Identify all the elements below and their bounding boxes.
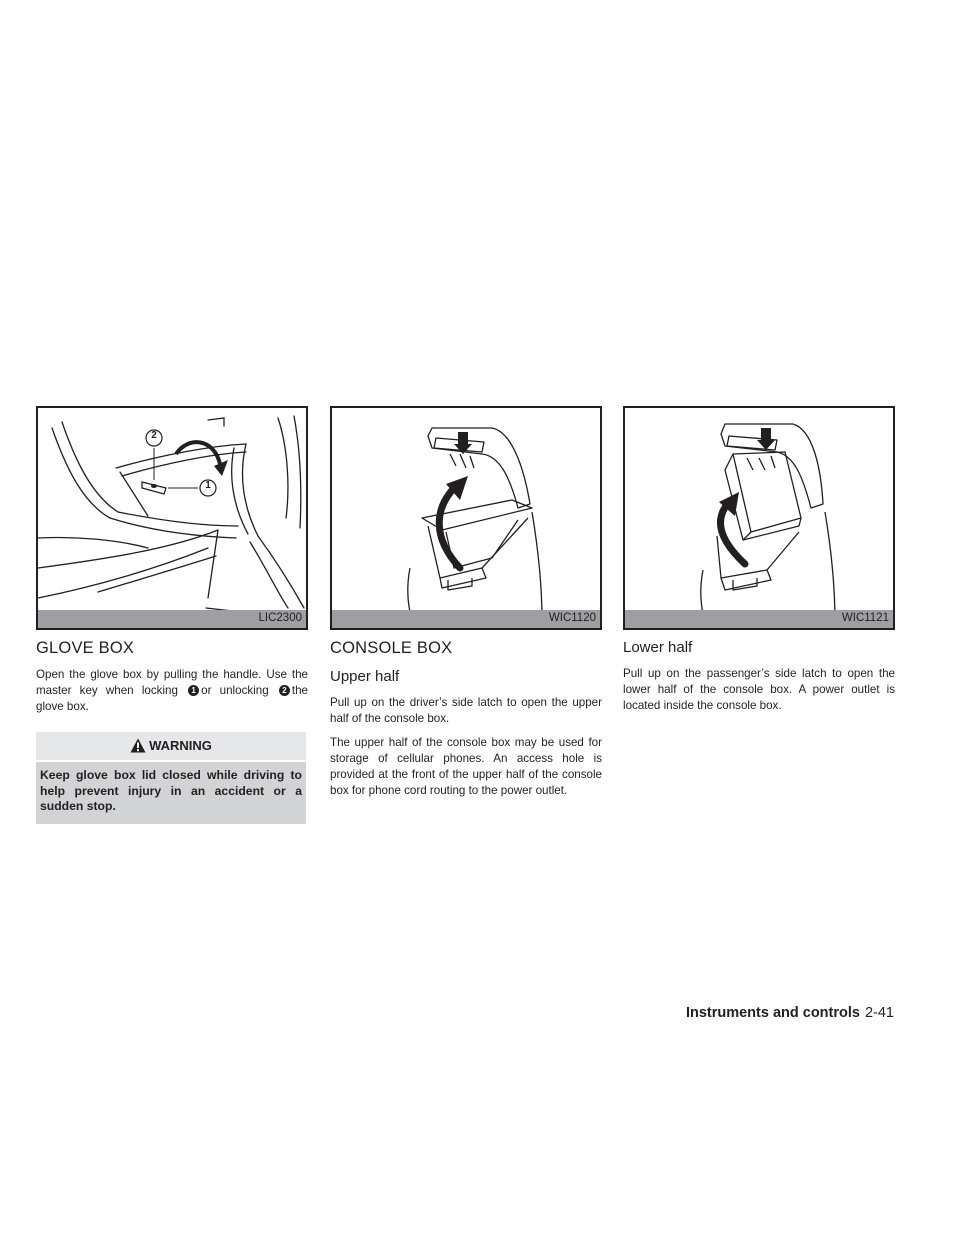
console-lower-figure <box>623 406 895 630</box>
warning-text: Keep glove box lid closed while driving to help prevent injury in an accident or a sudden stop. <box>36 762 306 824</box>
figure-caption: LIC2300 <box>258 612 302 624</box>
console-box-title: CONSOLE BOX <box>330 639 453 657</box>
figure-caption: WIC1121 <box>841 612 889 624</box>
upper-half-paragraph-1: Pull up on the driver’s side latch to open the upper half of the console box. <box>330 696 602 725</box>
upper-half-title: Upper half <box>330 668 400 685</box>
marker-1: 1 <box>188 685 199 696</box>
figure-caption-bar <box>332 610 600 628</box>
marker-2: 2 <box>279 685 290 696</box>
page-footer <box>0 1004 894 1022</box>
callout-1: 1 <box>205 480 211 491</box>
glove-box-paragraph: Open the glove box by pulling the handle. Use the master key when locking 1 or unlocking 2 the glove box. <box>36 668 308 713</box>
figure-caption-bar <box>38 610 306 628</box>
console-upper-column <box>330 406 602 807</box>
glove-box-column <box>36 406 308 824</box>
console-lower-illustration <box>625 408 893 628</box>
glove-box-illustration <box>38 408 306 628</box>
warning-icon <box>130 738 146 753</box>
lower-half-paragraph: Pull up on the passenger’s side latch to open the lower half of the console box. A power outlet is located inside the console box. <box>623 667 895 712</box>
console-upper-figure <box>330 406 602 630</box>
warning-header <box>36 732 306 760</box>
figure-caption: WIC1120 <box>548 612 596 624</box>
console-lower-column <box>623 406 895 722</box>
warning-label: WARNING <box>149 738 212 753</box>
console-upper-illustration <box>332 408 600 628</box>
upper-half-paragraph-2: The upper half of the console box may be used for storage of cellular phones. An access hole is provided at the front of the upper half of the console box for phone cord routing to the power outlet. <box>330 736 602 797</box>
glove-box-title: GLOVE BOX <box>36 639 135 657</box>
section-name: Instruments and controls <box>685 1005 860 1021</box>
callout-2: 2 <box>151 430 157 441</box>
glove-box-figure <box>36 406 308 630</box>
figure-caption-bar <box>625 610 893 628</box>
page-number: 2-41 <box>864 1005 894 1021</box>
lower-half-title: Lower half <box>623 639 693 656</box>
